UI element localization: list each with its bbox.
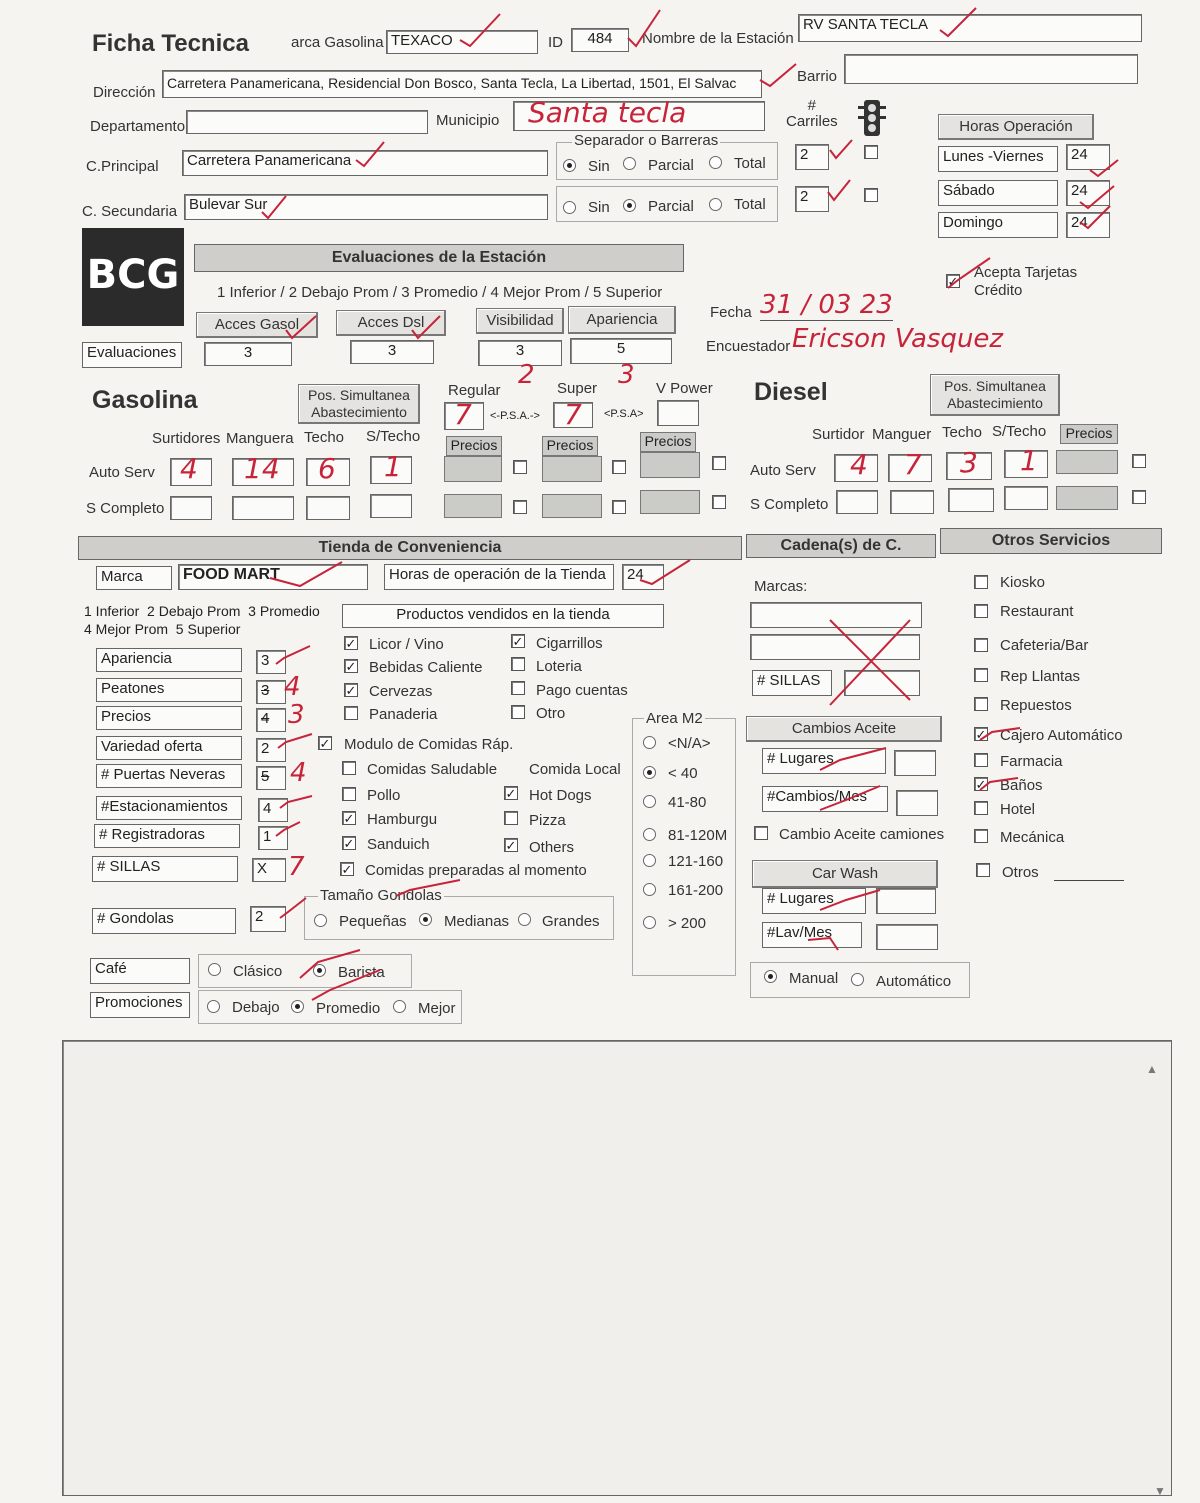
dsl-sc-manguer[interactable]: [890, 490, 934, 514]
preparadas-checkbox[interactable]: ✓: [341, 862, 353, 877]
psa2-label: <P.S.A>: [604, 408, 644, 420]
rating-label: Precios: [96, 706, 242, 730]
gas-precios-2: Precios: [542, 436, 598, 456]
gas-sc-check-2[interactable]: [612, 500, 626, 514]
gas-auto-check-3[interactable]: [712, 456, 726, 470]
cadena-sillas-label: # SILLAS: [752, 670, 832, 696]
servicio-label: Repuestos: [1000, 697, 1072, 714]
product-label: Licor / Vino: [369, 636, 444, 653]
product-checkbox[interactable]: [511, 657, 525, 671]
vpower-label: V Power: [656, 380, 713, 397]
dsl-auto-techo-hw: 3: [960, 446, 978, 479]
rating-handwritten: 4: [290, 758, 307, 788]
tamano-label: Tamaño Gondolas: [320, 887, 442, 904]
cross-out-mark: [820, 610, 920, 710]
tienda-bar: Tienda de Conveniencia: [78, 536, 742, 560]
tienda-horas-field[interactable]: 24: [622, 564, 664, 590]
area-radio[interactable]: [643, 854, 656, 867]
departamento-field[interactable]: [186, 110, 428, 134]
servicio-label: Mecánica: [1000, 829, 1065, 846]
servicio-label: Otros: [1002, 864, 1039, 881]
gas-col-techo: Techo: [304, 429, 345, 446]
product-checkbox[interactable]: ✓: [512, 634, 524, 649]
rating-handwritten: 3: [288, 700, 305, 730]
servicio-label: Restaurant: [1000, 603, 1074, 620]
gasolina-title: Gasolina: [92, 386, 198, 414]
medianas-label: Medianas: [444, 913, 510, 930]
area-radio[interactable]: [643, 766, 656, 779]
municipio-handwritten: Santa tecla: [528, 96, 687, 129]
visibilidad-field[interactable]: 3: [478, 340, 562, 366]
modulo-checkbox[interactable]: ✓: [319, 736, 331, 751]
comida-local-label: Comida Local: [529, 761, 621, 778]
dsl-col-manguer: Manguer: [872, 426, 932, 443]
hamburgu-label: Hamburgu: [367, 811, 438, 828]
municipio-label: Municipio: [436, 112, 500, 129]
cambios-mes-label: #Cambios/Mes: [762, 786, 888, 812]
product-checkbox[interactable]: ✓: [345, 683, 357, 698]
vpower-field[interactable]: [657, 400, 699, 426]
rating-field[interactable]: 2: [256, 738, 286, 762]
rating-label: # Registradoras: [94, 824, 240, 848]
secundaria-label: C. Secundaria: [82, 203, 178, 220]
gas-auto-stecho-hw: 1: [384, 450, 402, 483]
rating-field[interactable]: 3: [256, 680, 286, 704]
rating-handwritten: 7: [288, 852, 305, 882]
separador-label: Separador o Barreras: [574, 132, 719, 149]
psa-label: <-P.S.A.->: [490, 410, 540, 422]
gas-sc-precio-2[interactable]: [542, 494, 602, 518]
area-option: > 200: [668, 915, 706, 932]
sabado-label: Sábado: [938, 180, 1058, 206]
principal-parcial-label: Parcial: [648, 157, 694, 174]
pollo-label: Pollo: [367, 787, 401, 804]
secundaria-sin-label: Sin: [588, 199, 610, 216]
principal-sin-label: Sin: [588, 158, 610, 175]
product-label: Loteria: [536, 658, 582, 675]
manual-radio[interactable]: [764, 970, 777, 983]
dsl-auto-serv-label: Auto Serv: [750, 462, 816, 479]
modulo-label: Modulo de Comidas Ráp.: [344, 736, 514, 753]
dsl-precios: Precios: [1060, 424, 1118, 444]
gondolas-label: # Gondolas: [92, 908, 236, 934]
id-label: ID: [548, 34, 563, 51]
sanduich-label: Sanduich: [367, 836, 430, 853]
dsl-sc-techo[interactable]: [948, 488, 994, 512]
grandes-radio[interactable]: [518, 913, 531, 926]
productos-header: Productos vendidos en la tienda: [342, 604, 664, 628]
gas-sc-check-1[interactable]: [513, 500, 527, 514]
principal-total-radio[interactable]: [709, 156, 722, 169]
product-checkbox[interactable]: [511, 705, 525, 719]
automatico-label: Automático: [876, 973, 952, 990]
dsl-auto-check[interactable]: [1132, 454, 1146, 468]
gas-auto-precio-3[interactable]: [640, 452, 700, 478]
pizza-checkbox[interactable]: [504, 811, 518, 825]
aceite-lugares-label: # Lugares: [762, 748, 886, 774]
product-checkbox[interactable]: ✓: [345, 636, 357, 651]
debajo-radio[interactable]: [207, 1000, 220, 1013]
promedio-label: Promedio: [316, 1000, 381, 1017]
area-label: Area M2: [646, 710, 703, 727]
rating-label: # Puertas Neveras: [96, 764, 242, 788]
dsl-col-stecho: S/Techo: [992, 423, 1047, 440]
encuestador-label: Encuestador: [706, 338, 791, 355]
area-radio[interactable]: [643, 883, 656, 896]
direccion-field[interactable]: Carretera Panamericana, Residencial Don Bosco, Santa Tecla, La Libertad, 1501, El Salvac: [162, 70, 762, 98]
fecha-handwritten: 31 / 03 23: [760, 290, 893, 320]
cambios-aceite-header: Cambios Aceite: [746, 716, 942, 742]
secundaria-total-label: Total: [734, 196, 766, 213]
nombre-label: Nombre de la Estación: [642, 30, 794, 47]
debajo-label: Debajo: [232, 999, 280, 1016]
cadena-bar: Cadena(s) de C.: [746, 534, 936, 558]
principal-label: C.Principal: [86, 158, 159, 175]
rating-handwritten: 4: [284, 672, 301, 702]
mejor-label: Mejor: [418, 1000, 456, 1017]
gas-auto-manguera-hw: 14: [244, 452, 280, 485]
lav-mes-field[interactable]: [876, 924, 938, 950]
evaluaciones-bar: Evaluaciones de la Estación: [194, 244, 684, 272]
others-label: Others: [529, 839, 575, 856]
area-group: [632, 718, 736, 976]
diesel-pos-simultanea: Pos. Simultanea Abastecimiento: [930, 374, 1060, 416]
secundaria-sin-radio[interactable]: [563, 201, 576, 214]
hot-dogs-label: Hot Dogs: [529, 787, 592, 804]
principal-parcial-radio[interactable]: [623, 157, 636, 170]
domingo-field[interactable]: 24: [1066, 212, 1110, 238]
dsl-col-techo: Techo: [942, 424, 983, 441]
area-radio[interactable]: [643, 736, 656, 749]
rating-label: # SILLAS: [92, 856, 238, 882]
bcg-logo: [82, 228, 184, 326]
traffic-light-icon: [856, 98, 888, 138]
hamburgu-checkbox[interactable]: ✓: [343, 811, 355, 826]
servicio-checkbox[interactable]: [974, 668, 988, 682]
acces-gasol-field[interactable]: 3: [204, 342, 292, 366]
rating-field[interactable]: X: [252, 858, 286, 882]
mejor-radio[interactable]: [393, 1000, 406, 1013]
lunes-field[interactable]: 24: [1066, 144, 1110, 170]
departamento-label: Departamento: [90, 118, 186, 135]
product-label: Cigarrillos: [536, 635, 603, 652]
servicio-checkbox[interactable]: [974, 638, 988, 652]
area-radio[interactable]: [643, 828, 656, 841]
lunes-label: Lunes -Viernes: [938, 146, 1058, 172]
marca-label: arca Gasolina: [291, 34, 384, 51]
dsl-sc-stecho[interactable]: [1004, 486, 1048, 510]
grandes-label: Grandes: [542, 913, 600, 930]
dsl-auto-stecho-hw: 1: [1020, 444, 1038, 477]
principal-sin-radio[interactable]: [563, 159, 576, 172]
dsl-sc-precio[interactable]: [1056, 486, 1118, 510]
marca-field[interactable]: TEXACO: [386, 30, 538, 54]
lav-mes-label: #Lav/Mes: [762, 922, 862, 948]
acces-dsl-header: Acces Dsl: [336, 310, 446, 336]
pequenas-radio[interactable]: [314, 914, 327, 927]
rating-field[interactable]: 5: [256, 766, 286, 790]
sanduich-checkbox[interactable]: ✓: [343, 836, 355, 851]
saludable-label: Comidas Saludable: [367, 761, 498, 778]
gas-sc-check-3[interactable]: [712, 495, 726, 509]
carriles-label: # Carriles: [786, 97, 838, 130]
rating-label: #Estacionamientos: [96, 796, 242, 820]
servicios-bar: Otros Servicios: [940, 528, 1162, 554]
manual-label: Manual: [789, 970, 839, 987]
scroll-down-icon[interactable]: ▼: [1154, 1484, 1166, 1498]
rating-label: Apariencia: [96, 648, 242, 672]
gas-col-surtidores: Surtidores: [152, 430, 221, 447]
secundaria-total-radio[interactable]: [709, 198, 722, 211]
gasolina-pos-simultanea: Pos. Simultanea Abastecimiento: [298, 384, 420, 424]
gas-auto-precio-1[interactable]: [444, 456, 502, 482]
gas-auto-check-2[interactable]: [612, 460, 626, 474]
servicio-label: Baños: [1000, 777, 1043, 794]
clasico-label: Clásico: [233, 963, 283, 980]
servicio-checkbox[interactable]: ✓: [975, 727, 987, 742]
cambios-mes-field[interactable]: [896, 790, 938, 816]
tienda-scale: 1 Inferior 2 Debajo Prom 3 Promedio 4 Mejor Prom 5 Superior: [84, 603, 320, 637]
fecha-label: Fecha: [710, 304, 752, 321]
pizza-label: Pizza: [529, 812, 566, 829]
gas-auto-precio-2[interactable]: [542, 456, 602, 482]
gas-auto-check-1[interactable]: [513, 460, 527, 474]
wash-lugares-field[interactable]: [876, 888, 936, 914]
acces-dsl-field[interactable]: 3: [350, 340, 434, 364]
dsl-sc-check[interactable]: [1132, 490, 1146, 504]
area-option: 161-200: [668, 882, 724, 899]
barrio-label: Barrio: [797, 68, 838, 85]
aceite-lugares-field[interactable]: [894, 750, 936, 776]
marcas-label: Marcas:: [754, 578, 808, 595]
servicio-label: Cafeteria/Bar: [1000, 637, 1089, 654]
gas-sc-stecho[interactable]: [370, 494, 412, 518]
rating-field[interactable]: 4: [258, 798, 288, 822]
barrio-field[interactable]: [844, 54, 1138, 84]
encuestador-handwritten: Ericson Vasquez: [792, 324, 1004, 354]
area-radio[interactable]: [643, 916, 656, 929]
principal-total-label: Total: [734, 155, 766, 172]
servicio-checkbox[interactable]: [974, 697, 988, 711]
secundaria-parcial-label: Parcial: [648, 198, 694, 215]
servicio-label: Rep Llantas: [1000, 668, 1081, 685]
gas-auto-surtidores-hw: 4: [180, 452, 198, 485]
product-label: Pago cuentas: [536, 682, 628, 699]
gas-sc-surtidores[interactable]: [170, 496, 212, 520]
area-option: 81-120M: [668, 827, 728, 844]
evaluaciones-row-label: Evaluaciones: [82, 342, 182, 368]
pequenas-label: Pequeñas: [339, 913, 407, 930]
servicio-checkbox[interactable]: [974, 801, 988, 815]
tienda-marca-label: Marca: [96, 566, 172, 590]
rating-field[interactable]: 3: [256, 650, 286, 674]
super-label: Super: [557, 380, 598, 397]
secundaria-field[interactable]: Bulevar Sur: [184, 194, 548, 220]
acces-gasol-header: Acces Gasol: [196, 312, 318, 338]
rating-field[interactable]: 1: [258, 826, 288, 850]
product-label: Otro: [536, 705, 566, 722]
product-label: Bebidas Caliente: [369, 659, 483, 676]
nombre-field[interactable]: RV SANTA TECLA: [798, 14, 1142, 42]
gas-auto-techo-hw: 6: [318, 452, 336, 485]
gas-sc-precio-1[interactable]: [444, 494, 502, 518]
visibilidad-handwritten: 2: [518, 360, 535, 390]
product-label: Cervezas: [369, 683, 433, 700]
gas-sc-precio-3[interactable]: [640, 490, 700, 514]
carriles-principal-field[interactable]: 2: [795, 144, 829, 170]
barista-radio[interactable]: [313, 964, 326, 977]
gondolas-field[interactable]: 2: [250, 906, 286, 932]
otros-line: [1054, 880, 1124, 881]
diesel-title: Diesel: [754, 378, 828, 406]
gas-sc-manguera[interactable]: [232, 496, 294, 520]
domingo-label: Domingo: [938, 212, 1058, 238]
horas-operacion-header: Horas Operación: [938, 114, 1094, 140]
product-checkbox[interactable]: [511, 681, 525, 695]
page-title: Ficha Tecnica: [92, 30, 249, 57]
servicio-checkbox[interactable]: [974, 829, 988, 843]
gas-col-manguera: Manguera: [226, 430, 294, 447]
regular-handwritten: 7: [454, 398, 472, 431]
barista-label: Barista: [338, 964, 385, 981]
servicio-label: Cajero Automático: [1000, 727, 1123, 744]
tienda-horas-label: Horas de operación de la Tienda: [384, 564, 614, 590]
product-label: Panaderia: [369, 706, 438, 723]
gas-sc-techo[interactable]: [306, 496, 350, 520]
servicio-checkbox[interactable]: [976, 863, 990, 877]
medianas-radio[interactable]: [419, 913, 432, 926]
principal-field[interactable]: Carretera Panamericana: [182, 150, 548, 176]
dsl-col-surtidor: Surtidor: [812, 426, 865, 443]
dsl-auto-manguer-hw: 7: [904, 448, 922, 481]
visibilidad-header: Visibilidad: [476, 308, 564, 334]
servicio-label: Hotel: [1000, 801, 1036, 818]
rating-field[interactable]: 4: [256, 708, 286, 732]
servicio-checkbox[interactable]: ✓: [975, 777, 987, 792]
servicio-label: Kiosko: [1000, 574, 1046, 591]
id-field[interactable]: 484: [571, 28, 629, 52]
saludable-checkbox[interactable]: [342, 761, 356, 775]
car-wash-header: Car Wash: [752, 860, 938, 888]
area-option: 41-80: [668, 794, 707, 811]
camiones-checkbox[interactable]: [754, 826, 768, 840]
tarjetas-checkbox[interactable]: ✓: [947, 274, 959, 289]
carriles-principal-checkbox[interactable]: [864, 145, 878, 159]
evaluaciones-scale: 1 Inferior / 2 Debajo Prom / 3 Promedio / 4 Mejor Prom / 5 Superior: [217, 284, 663, 301]
gas-scompleto-label: S Completo: [86, 500, 165, 517]
wash-lugares-label: # Lugares: [762, 888, 866, 914]
gas-col-stecho: S/Techo: [366, 428, 421, 445]
tienda-marca-field[interactable]: FOOD MART: [178, 564, 368, 590]
area-radio[interactable]: [643, 795, 656, 808]
apariencia-field[interactable]: 5: [570, 338, 672, 364]
dsl-sc-surtidor[interactable]: [836, 490, 878, 514]
others-checkbox[interactable]: ✓: [505, 838, 517, 853]
product-checkbox[interactable]: [344, 706, 358, 720]
scroll-up-icon[interactable]: ▲: [1146, 1062, 1158, 1076]
clasico-radio[interactable]: [208, 963, 221, 976]
carriles-secundaria-checkbox[interactable]: [864, 188, 878, 202]
hot-dogs-checkbox[interactable]: ✓: [505, 786, 517, 801]
promedio-radio[interactable]: [291, 1000, 304, 1013]
product-checkbox[interactable]: ✓: [345, 659, 357, 674]
camiones-label: Cambio Aceite camiones: [779, 826, 945, 843]
sabado-field[interactable]: 24: [1066, 180, 1110, 206]
bcg-logo-text: BCG: [86, 252, 180, 298]
secundaria-parcial-radio[interactable]: [623, 199, 636, 212]
apariencia-header: Apariencia: [568, 306, 676, 334]
super-handwritten: 7: [564, 398, 582, 431]
cafe-label: Café: [90, 958, 190, 984]
area-option: <N/A>: [668, 735, 711, 752]
gas-precios-3: Precios: [640, 432, 696, 452]
servicio-checkbox[interactable]: [974, 604, 988, 618]
gas-auto-serv-label: Auto Serv: [89, 464, 155, 481]
carriles-secundaria-field[interactable]: 2: [795, 186, 829, 212]
servicio-checkbox[interactable]: [974, 575, 988, 589]
rating-label: Peatones: [96, 678, 242, 702]
pollo-checkbox[interactable]: [342, 787, 356, 801]
servicio-label: Farmacia: [1000, 753, 1063, 770]
automatico-radio[interactable]: [851, 973, 864, 986]
area-option: 121-160: [668, 853, 724, 870]
preparadas-label: Comidas preparadas al momento: [365, 862, 587, 879]
area-option: < 40: [668, 765, 698, 782]
dsl-auto-surtidor-hw: 4: [850, 448, 868, 481]
tarjetas-label: Acepta Tarjetas Crédito: [974, 264, 1078, 299]
promociones-label: Promociones: [90, 992, 190, 1018]
dsl-scompleto-label: S Completo: [750, 496, 829, 513]
gas-precios-1: Precios: [446, 436, 502, 456]
apariencia-handwritten: 3: [618, 360, 635, 390]
rating-label: Variedad oferta: [96, 736, 242, 760]
direccion-label: Dirección: [93, 84, 156, 101]
regular-label: Regular: [448, 382, 501, 399]
notes-textarea[interactable]: [62, 1040, 1172, 1496]
dsl-auto-precio[interactable]: [1056, 450, 1118, 474]
servicio-checkbox[interactable]: [974, 753, 988, 767]
